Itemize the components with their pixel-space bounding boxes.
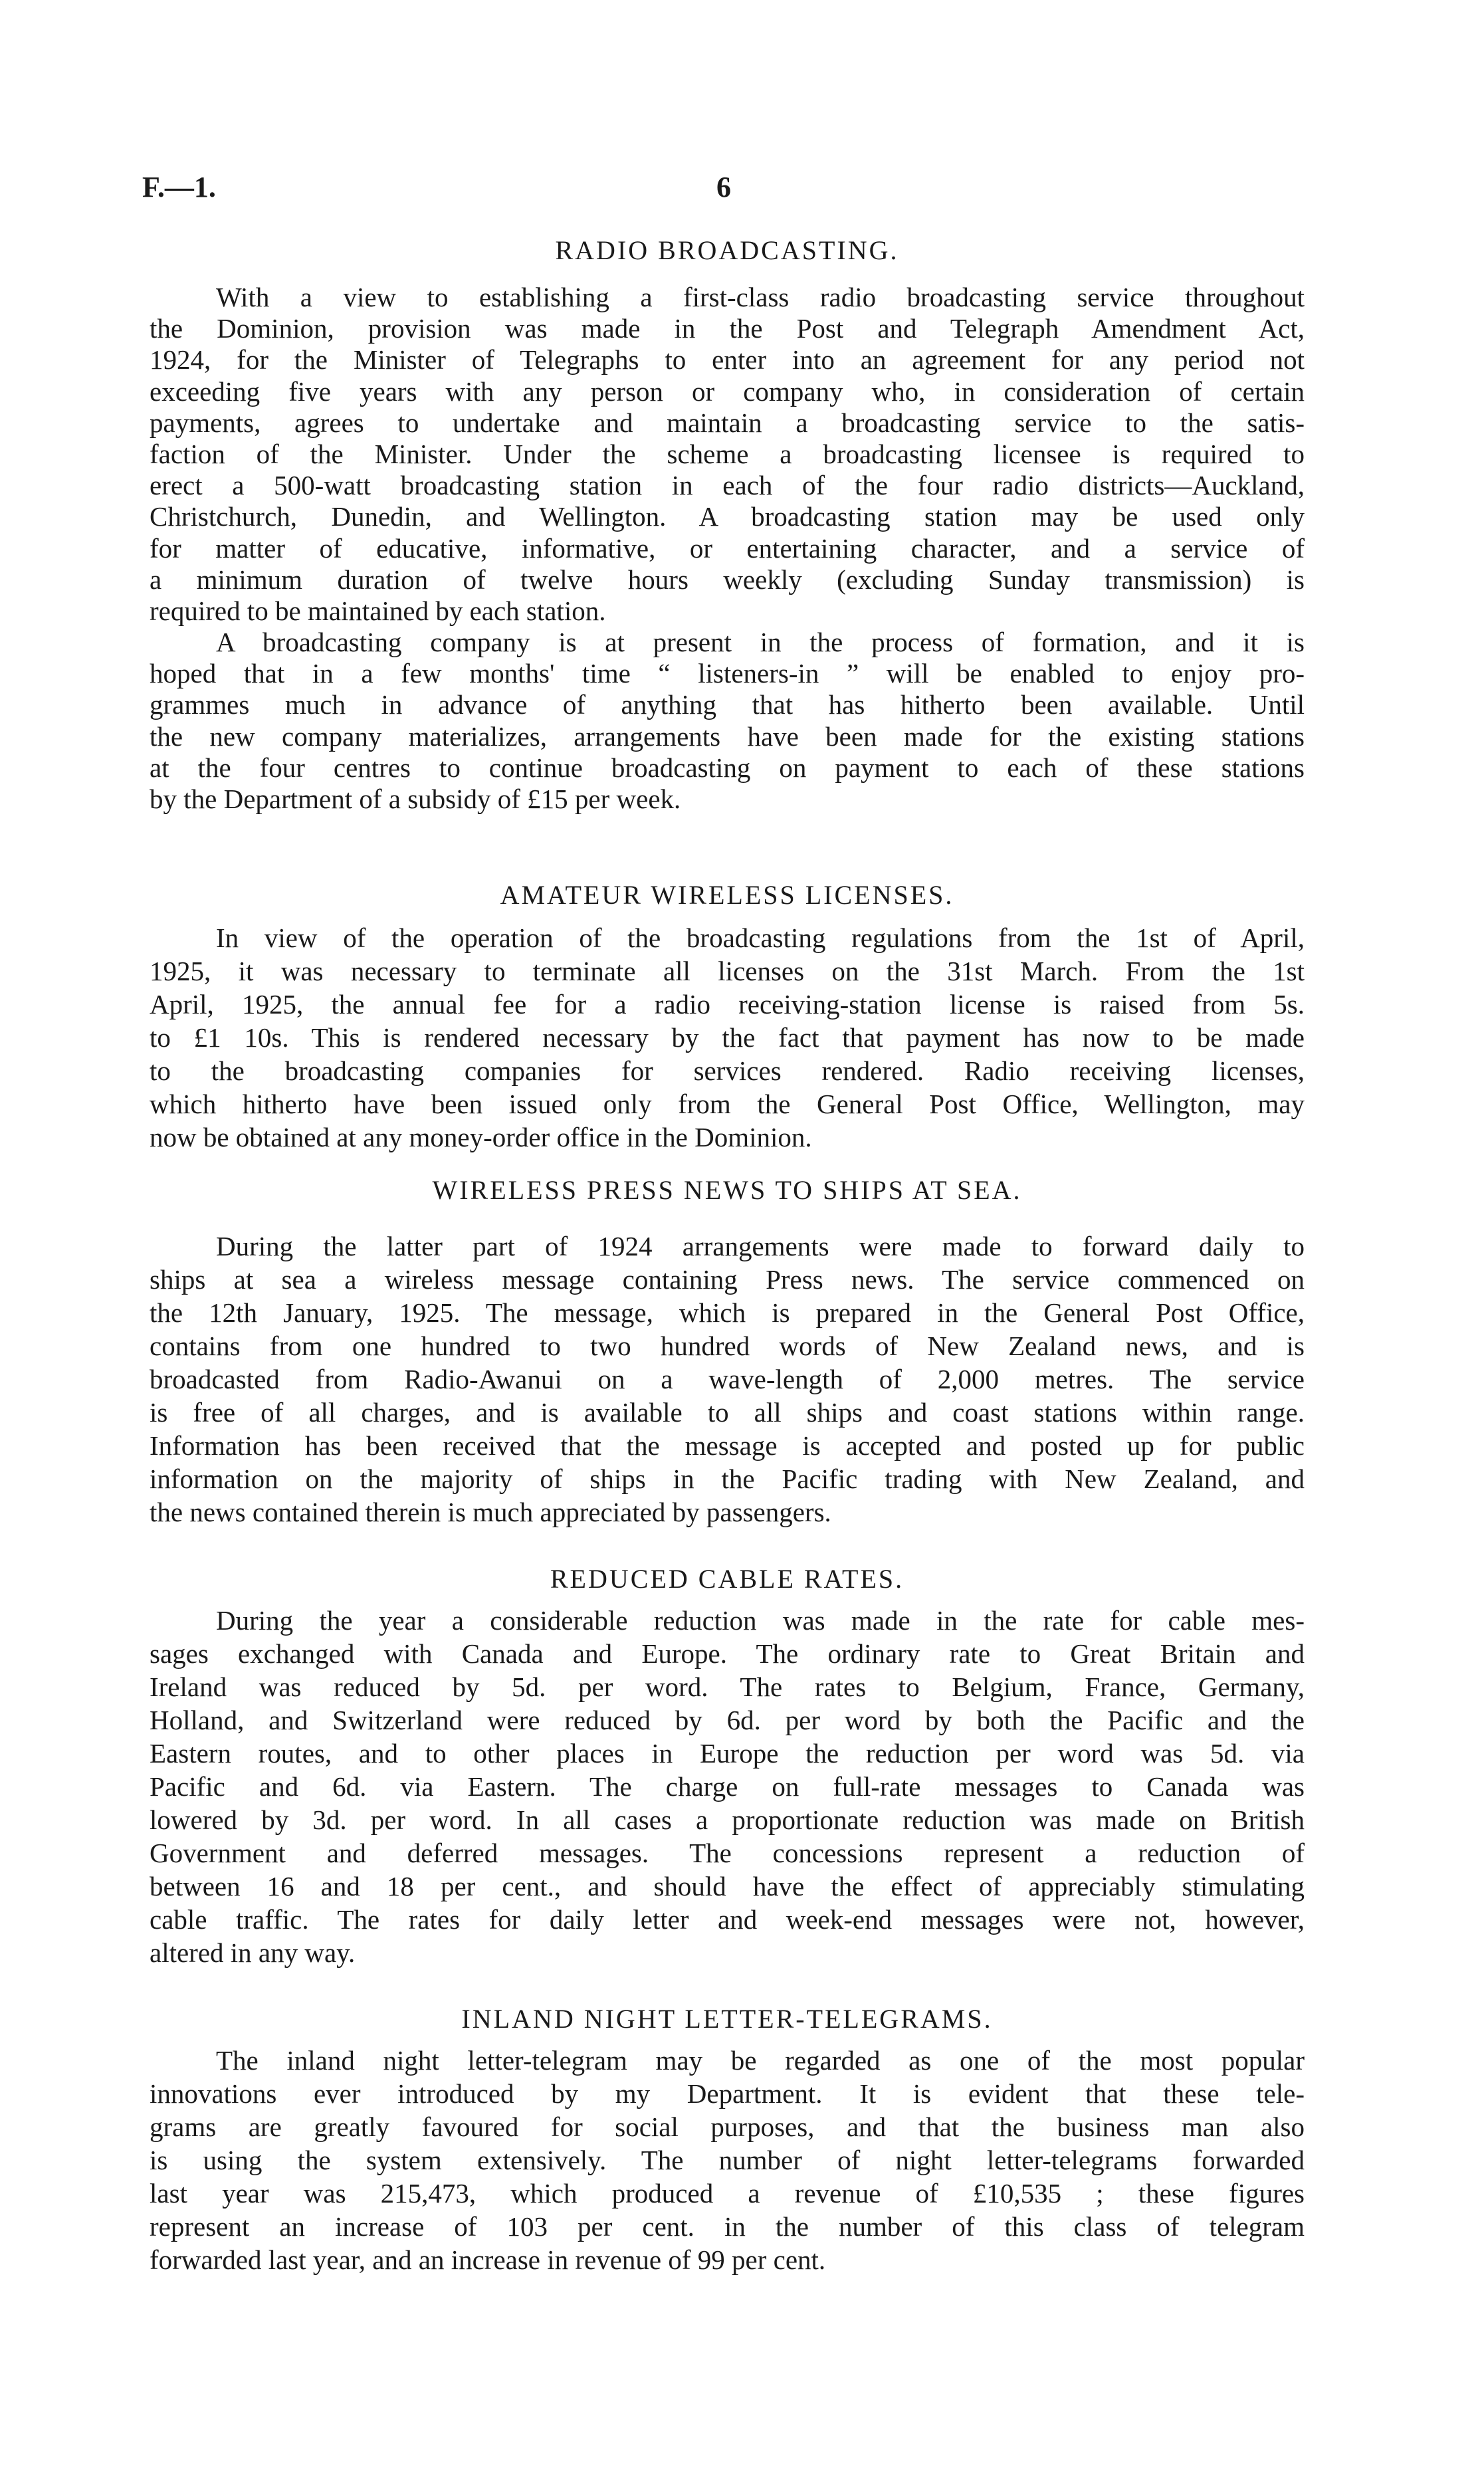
text-line: Holland, and Switzerland were reduced by 6d. per word by both the Pacific and the: [150, 1705, 1305, 1735]
text-line: Ireland was reduced by 5d. per word. The rates to Belgium, France, Germany,: [150, 1672, 1305, 1702]
text-line: sages exchanged with Canada and Europe. The ordinary rate to Great Britain and: [150, 1638, 1305, 1669]
text-line: altered in any way.: [150, 1937, 356, 1968]
section-heading: WIRELESS PRESS NEWS TO SHIPS AT SEA.: [432, 1175, 1022, 1205]
text-line: Eastern routes, and to other places in Europe the reduction per word was 5d. via: [150, 1738, 1305, 1769]
text-line: at the four centres to continue broadcasting on payment to each of these stations: [150, 752, 1305, 783]
text-line: a minimum duration of twelve hours weekly (excluding Sunday transmission) is: [150, 564, 1305, 595]
text-line: the new company materializes, arrangements have been made for the existing stations: [150, 720, 1305, 752]
text-line: hoped that in a few months' time “ listeners-in ” will be enabled to enjoy pro-: [150, 658, 1305, 689]
text-line: cable traffic. The rates for daily letter and week-end messages were not, however,: [150, 1904, 1305, 1935]
text-line: now be obtained at any money-order office in the Dominion.: [150, 1122, 812, 1152]
paragraph: [150, 921, 1305, 1154]
text-line: With a view to establishing a first-class radio broadcasting service throughout: [216, 282, 1305, 312]
text-line: broadcasted from Radio-Awanui on a wave-length of 2,000 metres. The service: [150, 1364, 1305, 1394]
text-line: April, 1925, the annual fee for a radio receiving-station license is raised from 5s.: [150, 989, 1305, 1020]
text-line: payments, agrees to undertake and maintain a broadcasting service to the satis-: [150, 407, 1305, 438]
text-line: to the broadcasting companies for services rendered. Radio receiving licenses,: [150, 1055, 1305, 1086]
text-line: is free of all charges, and is available to all ships and coast stations within range.: [150, 1397, 1305, 1428]
paragraph: [150, 1230, 1305, 1529]
text-line: innovations ever introduced by my Department. It is evident that these tele-: [150, 2078, 1305, 2109]
text-line: to £1 10s. This is rendered necessary by the fact that payment has now to be made: [150, 1022, 1305, 1053]
text-line: for matter of educative, informative, or entertaining character, and a service of: [150, 532, 1305, 564]
text-line: lowered by 3d. per word. In all cases a proportionate reduction was made on British: [150, 1804, 1305, 1835]
section-heading: AMATEUR WIRELESS LICENSES.: [500, 880, 954, 910]
text-line: which hitherto have been issued only from the General Post Office, Wellington, may: [150, 1089, 1305, 1119]
text-line: faction of the Minister. Under the scheme a broadcasting licensee is required to: [150, 438, 1305, 469]
text-line: between 16 and 18 per cent., and should have the effect of appreciably stimulating: [150, 1871, 1305, 1901]
paragraph: [150, 2044, 1305, 2276]
text-line: Christchurch, Dunedin, and Wellington. A broadcasting station may be used only: [150, 501, 1305, 532]
paragraph: [150, 1604, 1305, 1969]
text-line: A broadcasting company is at present in the process of formation, and it is: [216, 627, 1305, 658]
text-line: ships at sea a wireless message containing Press news. The service commenced on: [150, 1264, 1305, 1295]
text-line: information on the majority of ships in the Pacific trading with New Zealand, and: [150, 1463, 1305, 1494]
document-reference: F.—1.: [142, 171, 216, 203]
text-line: contains from one hundred to two hundred words of New Zealand news, and is: [150, 1331, 1305, 1361]
text-line: Pacific and 6d. via Eastern. The charge on full-rate messages to Canada was: [150, 1771, 1305, 1802]
section-body: [150, 2044, 1305, 2276]
text-line: is using the system extensively. The number of night letter-telegrams forwarded: [150, 2145, 1305, 2175]
text-line: Government and deferred messages. The concessions represent a reduction of: [150, 1838, 1305, 1868]
section-heading: REDUCED CABLE RATES.: [550, 1564, 904, 1594]
text-line: represent an increase of 103 per cent. in the number of this class of telegram: [150, 2211, 1305, 2242]
text-line: grams are greatly favoured for social purposes, and that the business man also: [150, 2111, 1305, 2142]
text-line: In view of the operation of the broadcasting regulations from the 1st of April,: [216, 922, 1305, 953]
text-line: required to be maintained by each station.: [150, 595, 606, 626]
text-line: 1925, it was necessary to terminate all licenses on the 31st March. From the 1st: [150, 956, 1305, 986]
section-heading: RADIO BROADCASTING.: [555, 235, 899, 265]
text-line: Information has been received that the message is accepted and posted up for public: [150, 1430, 1305, 1461]
section-body: [150, 1230, 1305, 1529]
section-body: [150, 921, 1305, 1154]
text-line: The inland night letter-telegram may be regarded as one of the most popular: [216, 2045, 1305, 2076]
text-line: by the Department of a subsidy of £15 per week.: [150, 784, 681, 814]
text-line: the Dominion, provision was made in the Post and Telegraph Amendment Act,: [150, 313, 1305, 344]
text-line: erect a 500-watt broadcasting station in each of the four radio districts—Auckland,: [150, 470, 1305, 501]
section-body: [150, 1604, 1305, 1969]
text-line: 1924, for the Minister of Telegraphs to enter into an agreement for any period not: [150, 344, 1305, 376]
text-line: During the year a considerable reduction was made in the rate for cable mes-: [216, 1605, 1305, 1636]
text-line: grammes much in advance of anything that has hitherto been available. Until: [150, 689, 1305, 720]
text-line: During the latter part of 1924 arrangements were made to forward daily to: [216, 1231, 1305, 1261]
text-line: the news contained therein is much appreciated by passengers.: [150, 1497, 831, 1527]
text-line: exceeding five years with any person or company who, in consideration of certain: [150, 376, 1305, 407]
paragraph: [150, 282, 1305, 627]
section-body: [150, 282, 1305, 815]
page-number: 6: [716, 171, 731, 203]
section-heading: INLAND NIGHT LETTER-TELEGRAMS.: [461, 2004, 993, 2034]
text-line: last year was 215,473, which produced a revenue of £10,535 ; these figures: [150, 2178, 1305, 2209]
text-line: the 12th January, 1925. The message, which is prepared in the General Post Office,: [150, 1297, 1305, 1328]
text-line: forwarded last year, and an increase in revenue of 99 per cent.: [150, 2244, 826, 2275]
paragraph: [150, 627, 1305, 815]
